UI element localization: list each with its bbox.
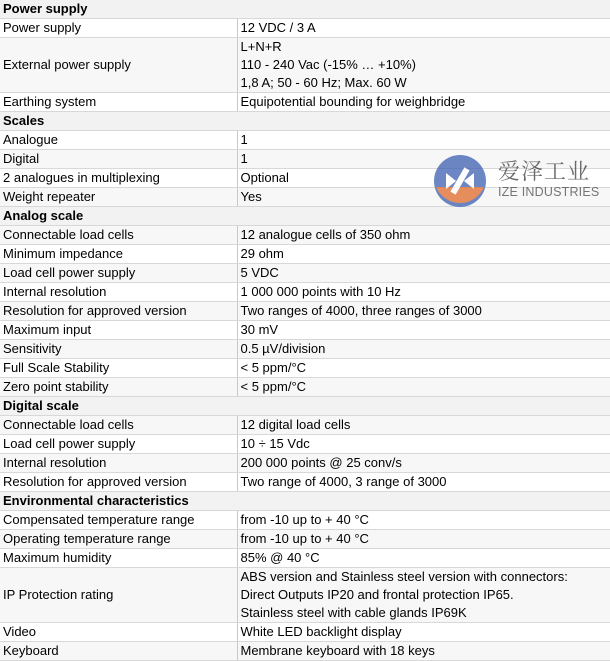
section-header <box>0 492 610 511</box>
spec-label: Operating temperature range <box>0 530 237 549</box>
spec-value <box>237 131 610 150</box>
spec-row <box>0 169 610 188</box>
spec-value-line: L+N+R <box>241 38 610 56</box>
spec-value-line: < 5 ppm/°C <box>241 378 610 396</box>
spec-row <box>0 378 610 397</box>
spec-value <box>237 435 610 454</box>
spec-value-line: 0.5 µV/division <box>241 340 610 358</box>
spec-value <box>237 226 610 245</box>
spec-value-line: from -10 up to + 40 °C <box>241 530 610 548</box>
spec-value <box>237 93 610 112</box>
spec-row <box>0 93 610 112</box>
spec-label: Compensated temperature range <box>0 511 237 530</box>
spec-value <box>237 454 610 473</box>
spec-row <box>0 568 610 623</box>
spec-value <box>237 530 610 549</box>
spec-value <box>237 19 610 38</box>
section-title: Digital scale <box>0 397 610 416</box>
spec-value-line: 200 000 points @ 25 conv/s <box>241 454 610 472</box>
section-header <box>0 207 610 226</box>
spec-label: IP Protection rating <box>0 568 237 623</box>
spec-value-line: 110 - 240 Vac (-15% … +10%) <box>241 56 610 74</box>
spec-row <box>0 454 610 473</box>
spec-row <box>0 264 610 283</box>
watermark-cn-text: 爱泽工业 <box>498 155 590 186</box>
section-header <box>0 397 610 416</box>
spec-value <box>237 321 610 340</box>
spec-label: Keyboard <box>0 642 237 661</box>
spec-label: Video <box>0 623 237 642</box>
section-header <box>0 112 610 131</box>
spec-row <box>0 38 610 93</box>
spec-value-line: Two ranges of 4000, three ranges of 3000 <box>241 302 610 320</box>
spec-row <box>0 321 610 340</box>
spec-label: Zero point stability <box>0 378 237 397</box>
spec-value-line: 1 000 000 points with 10 Hz <box>241 283 610 301</box>
spec-label: Sensitivity <box>0 340 237 359</box>
spec-value <box>237 511 610 530</box>
spec-row <box>0 623 610 642</box>
spec-row <box>0 188 610 207</box>
spec-value-line: 10 ÷ 15 Vdc <box>241 435 610 453</box>
spec-row <box>0 511 610 530</box>
watermark-en-text: IZE INDUSTRIES <box>498 185 599 199</box>
spec-row <box>0 340 610 359</box>
spec-value <box>237 549 610 568</box>
spec-value <box>237 378 610 397</box>
spec-value <box>237 623 610 642</box>
spec-value-line: Optional <box>241 169 610 187</box>
spec-value-line: Stainless steel with cable glands IP69K <box>241 604 610 622</box>
spec-label: Internal resolution <box>0 283 237 302</box>
spec-label: Connectable load cells <box>0 416 237 435</box>
spec-label: 2 analogues in multiplexing <box>0 169 237 188</box>
spec-row <box>0 19 610 38</box>
spec-value-line: ABS version and Stainless steel version with connectors: <box>241 568 610 586</box>
spec-row <box>0 642 610 661</box>
spec-value-line: 5 VDC <box>241 264 610 282</box>
spec-label: Maximum input <box>0 321 237 340</box>
spec-value-line: White LED backlight display <box>241 623 610 641</box>
spec-label: Internal resolution <box>0 454 237 473</box>
spec-label: Load cell power supply <box>0 264 237 283</box>
spec-label: Resolution for approved version <box>0 473 237 492</box>
spec-label: Resolution for approved version <box>0 302 237 321</box>
spec-value <box>237 283 610 302</box>
spec-value <box>237 416 610 435</box>
spec-label: Digital <box>0 150 237 169</box>
spec-value-line: 12 analogue cells of 350 ohm <box>241 226 610 244</box>
spec-label: Maximum humidity <box>0 549 237 568</box>
spec-value-line: from -10 up to + 40 °C <box>241 511 610 529</box>
spec-row <box>0 226 610 245</box>
spec-label: Full Scale Stability <box>0 359 237 378</box>
spec-value-line: Two range of 4000, 3 range of 3000 <box>241 473 610 491</box>
spec-row <box>0 131 610 150</box>
spec-value-line: 12 digital load cells <box>241 416 610 434</box>
spec-row <box>0 245 610 264</box>
spec-value-line: 1 <box>241 131 610 149</box>
spec-value-line: 1 <box>241 150 610 168</box>
spec-value <box>237 359 610 378</box>
spec-value-line: Equipotential bounding for weighbridge <box>241 93 610 111</box>
spec-value-line: Yes <box>241 188 610 206</box>
spec-value-line: Membrane keyboard with 18 keys <box>241 642 610 660</box>
spec-label: Load cell power supply <box>0 435 237 454</box>
spec-row <box>0 359 610 378</box>
spec-label: Analogue <box>0 131 237 150</box>
spec-value <box>237 264 610 283</box>
spec-value <box>237 302 610 321</box>
spec-value-line: 85% @ 40 °C <box>241 549 610 567</box>
section-title: Power supply <box>0 0 610 19</box>
spec-label: External power supply <box>0 38 237 93</box>
spec-value-line: 30 mV <box>241 321 610 339</box>
spec-label: Weight repeater <box>0 188 237 207</box>
spec-value-line: 12 VDC / 3 A <box>241 19 610 37</box>
spec-row <box>0 473 610 492</box>
spec-row <box>0 283 610 302</box>
spec-value-line: 1,8 A; 50 - 60 Hz; Max. 60 W <box>241 74 610 92</box>
spec-value <box>237 568 610 623</box>
spec-value <box>237 245 610 264</box>
spec-value-line: < 5 ppm/°C <box>241 359 610 377</box>
spec-value <box>237 473 610 492</box>
section-title: Environmental characteristics <box>0 492 610 511</box>
spec-row <box>0 549 610 568</box>
section-title: Analog scale <box>0 207 610 226</box>
spec-value <box>237 169 610 188</box>
spec-row <box>0 530 610 549</box>
spec-value <box>237 38 610 93</box>
spec-row <box>0 302 610 321</box>
spec-label: Minimum impedance <box>0 245 237 264</box>
spec-row <box>0 150 610 169</box>
spec-row <box>0 416 610 435</box>
spec-value <box>237 642 610 661</box>
spec-value <box>237 150 610 169</box>
spec-value <box>237 188 610 207</box>
spec-label: Connectable load cells <box>0 226 237 245</box>
spec-value-line: Direct Outputs IP20 and frontal protection IP65. <box>241 586 610 604</box>
spec-label: Earthing system <box>0 93 237 112</box>
spec-value <box>237 340 610 359</box>
section-header <box>0 0 610 19</box>
spec-row <box>0 435 610 454</box>
spec-label: Power supply <box>0 19 237 38</box>
spec-value-line: 29 ohm <box>241 245 610 263</box>
section-title: Scales <box>0 112 610 131</box>
